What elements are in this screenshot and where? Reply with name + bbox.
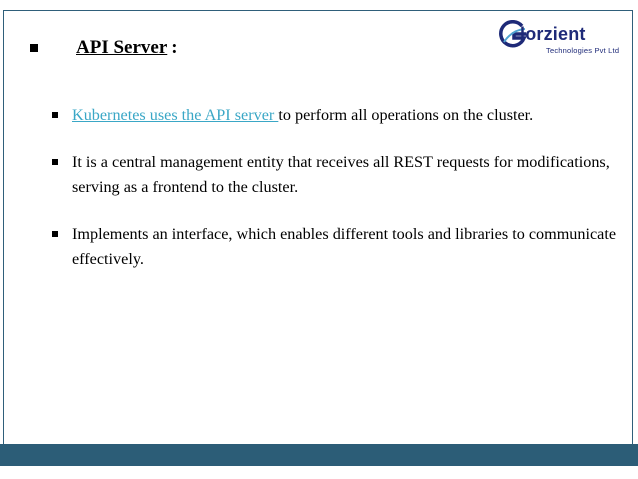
list-item — [52, 103, 627, 128]
kubernetes-api-link[interactable]: Kubernetes uses the API server — [72, 106, 279, 124]
slide-title-text: API Server — [76, 37, 168, 58]
title-row — [30, 34, 178, 62]
bullet-icon — [52, 159, 58, 165]
slide-title-colon: : — [171, 37, 178, 58]
footer-bar — [0, 444, 638, 466]
list-item — [52, 222, 627, 272]
bullet-icon — [52, 231, 58, 237]
bullet-list — [52, 103, 627, 294]
slide-title — [76, 37, 178, 59]
bullet-icon — [52, 112, 58, 118]
list-item-text: It is a central management entity that receives all REST requests for modifications, serving as a frontend to the cluster. — [72, 153, 610, 196]
company-logo — [498, 18, 622, 62]
logo-brand: lorzient — [520, 24, 586, 44]
list-item-text: Implements an interface, which enables different tools and libraries to communicate effectively. — [72, 225, 617, 268]
list-item — [52, 150, 627, 200]
logo-tagline: Technologies Pvt Ltd — [546, 46, 620, 55]
list-item-text: to perform all operations on the cluster. — [278, 106, 534, 124]
title-bullet-icon — [30, 44, 38, 52]
